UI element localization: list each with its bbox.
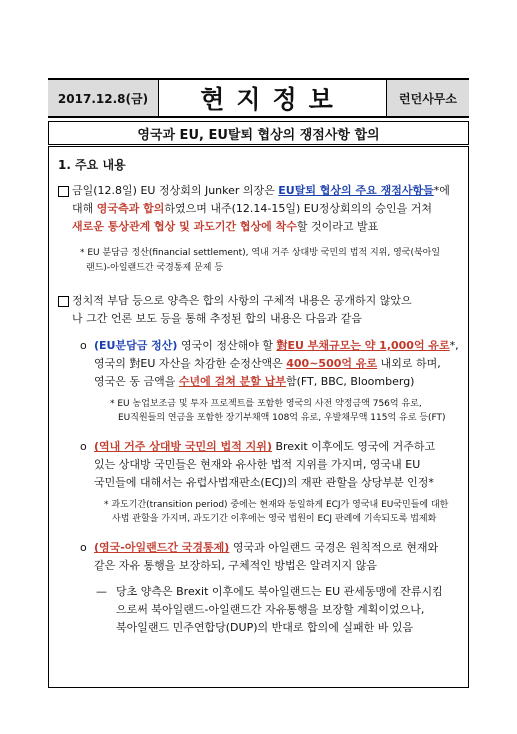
- bullet-2-note-1: * 과도기간(transition period) 중에는 현재와 동일하게 ECJ가 영국내 EU국민들에 대한: [104, 500, 449, 510]
- bullet-2-note-2: 사법 관할을 가지며, 과도기간 이후에는 영국 법원이 ECJ 판례에 기속되도록 법제화: [112, 514, 437, 524]
- bullet-1-note-2: EU직원들의 연금을 포함한 장기부채액 108억 유로, 우발채무액 115억 유로 등(FT): [118, 413, 446, 423]
- section-heading: 1. 주요 내용: [58, 158, 126, 172]
- bullet-1-line-2: 영국의 對EU 자산을 차감한 순정산액은 400~500억 유로 내외로 하며,: [94, 357, 441, 370]
- paragraph-2-line-2: 나 그간 언론 보도 등을 통해 추정된 합의 내용은 다음과 같음: [72, 312, 362, 325]
- bullet-1-line-1: (EU분담금 정산) 영국이 정산해야 할 對EU 부채규모는 약 1,000억 유로*,: [94, 339, 459, 352]
- bullet-1-line-3: 영국은 동 금액을 수년에 걸쳐 분할 납부함(FT, BBC, Bloomberg): [94, 375, 415, 388]
- bullet-2-line-1: (역내 거주 상대방 국민의 법적 지위) Brexit 이후에도 영국에 거주하고: [94, 440, 436, 453]
- report-title: 현지정보: [200, 85, 345, 114]
- bullet-2-line-2: 있는 상대방 국민들은 현재와 유사한 법적 지위를 가지며, 영국내 EU: [94, 458, 421, 471]
- bullet-3-line-2: 같은 자유 통행을 보장하되, 구체적인 방법은 알려지지 않음: [94, 559, 377, 572]
- bullet-marker: o: [80, 339, 87, 352]
- bullet-marker: o: [80, 541, 87, 554]
- checkbox-bullet-icon: [58, 296, 69, 307]
- report-office: 런던사무소: [386, 80, 469, 116]
- bullet-3-line-1: (영국-아일랜드간 국경통제) 영국과 아일랜드 국경은 원칙적으로 현재와: [94, 541, 439, 554]
- bullet-3-sub-line-1: 당초 양측은 Brexit 이후에도 북아일랜드는 EU 관세동맹에 잔류시킴: [116, 585, 443, 598]
- checkbox-bullet-icon: [58, 186, 69, 197]
- dash-marker: —: [96, 585, 107, 598]
- paragraph-1-note-1: * EU 분담금 정산(financial settlement), 역내 거주 상대방 국민의 법적 지위, 영국(북아일: [80, 248, 441, 258]
- paragraph-2-line-1: 정치적 부담 등으로 양측은 합의 사항의 구체적 내용은 공개하지 않았으: [72, 294, 412, 307]
- bullet-3-sub-line-3: 북아일랜드 민주연합당(DUP)의 반대로 합의에 실패한 바 있음: [116, 621, 414, 634]
- paragraph-1-note-2: 랜드)-아일랜드간 국경통제 문제 등: [86, 263, 224, 273]
- report-date: 2017.12.8(금): [48, 80, 159, 116]
- bullet-marker: o: [80, 440, 87, 453]
- paragraph-1-line-3: 새로운 통상관계 협상 및 과도기간 협상에 착수할 것이라고 발표: [72, 220, 379, 233]
- bullet-1-note-1: * EU 농업보조금 및 투자 프로젝트를 포함한 영국의 사전 약정금액 756억 유로,: [110, 399, 422, 409]
- paragraph-1-line-2: 대해 영국측과 합의하였으며 내주(12.14-15일) EU정상회의의 승인을 거쳐: [72, 202, 433, 215]
- report-header: [48, 78, 469, 118]
- bullet-3-sub-line-2: 으로써 북아일랜드-아일랜드간 자유통행을 보장할 계획이었으나,: [116, 603, 425, 616]
- report-subtitle: 영국과 EU, EU탈퇴 협상의 쟁점사항 합의: [48, 121, 469, 145]
- bullet-2-line-3: 국민들에 대해서는 유럽사법재판소(ECJ)의 재판 관할을 상당부분 인정*: [94, 476, 434, 489]
- paragraph-1-line-1: 금일(12.8일) EU 정상회의 Junker 의장은 EU탈퇴 협상의 주요 쟁점사항들*에: [72, 184, 450, 197]
